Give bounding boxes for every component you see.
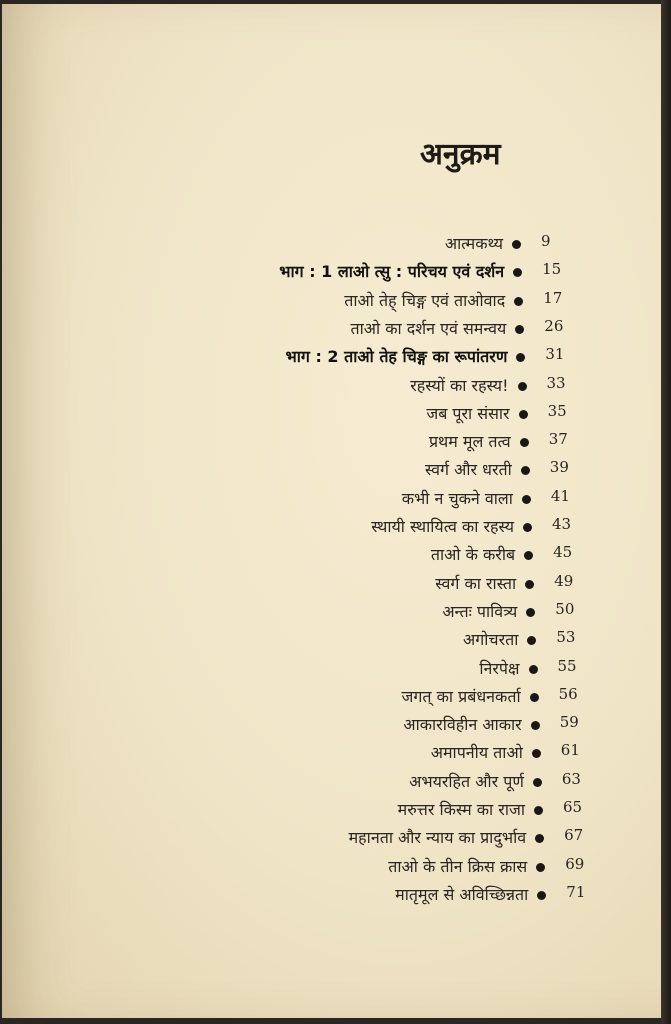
toc-entry-page-number: 65 bbox=[563, 798, 583, 816]
toc-entry bbox=[0, 883, 671, 909]
bullet-icon bbox=[515, 325, 524, 334]
bullet-icon bbox=[536, 863, 545, 872]
toc-entry bbox=[0, 826, 671, 852]
toc-entry-page-number: 9 bbox=[541, 232, 551, 250]
toc-entry-page-number: 31 bbox=[545, 345, 565, 364]
toc-entry-label: आत्मकथ्य bbox=[444, 234, 503, 253]
bullet-icon bbox=[533, 778, 542, 787]
toc-entry-page-number: 39 bbox=[549, 458, 569, 477]
toc-entry-page-number: 61 bbox=[560, 741, 580, 760]
toc-entry-page-number: 56 bbox=[558, 684, 578, 703]
toc-entry-label: स्वर्ग और धरती bbox=[424, 460, 512, 480]
toc-entry bbox=[0, 628, 671, 654]
toc-entry-page-number: 69 bbox=[565, 854, 585, 873]
toc-entry bbox=[0, 600, 671, 626]
bullet-icon bbox=[529, 665, 538, 674]
toc-entry-label: भाग : 2 ताओ तेह चिङ्ग का रूपांतरण bbox=[285, 347, 508, 367]
toc-entry-label: प्रथम मूल तत्व bbox=[428, 432, 511, 452]
toc-entry-label: भाग : 1 लाओ त्सु : परिचय एवं दर्शन bbox=[279, 262, 505, 282]
toc-entry bbox=[0, 515, 671, 541]
bullet-icon bbox=[521, 466, 530, 475]
toc-entry bbox=[0, 855, 671, 881]
toc-entry-page-number: 59 bbox=[559, 713, 579, 732]
toc-entry-page-number: 55 bbox=[557, 656, 577, 675]
toc-entry bbox=[0, 543, 671, 569]
toc-entry-label: मरुत्तर किस्म का राजा bbox=[397, 800, 525, 819]
toc-entry-page-number: 26 bbox=[544, 316, 564, 335]
bullet-icon bbox=[516, 353, 525, 362]
toc-entry-label: कभी न चुकने वाला bbox=[401, 488, 513, 508]
toc-entry-page-number: 33 bbox=[546, 373, 566, 392]
toc-entry-label: अमापनीय ताओ bbox=[430, 743, 523, 763]
toc-entry-label: अभयरहित और पूर्ण bbox=[409, 771, 524, 791]
toc-entry-page-number: 35 bbox=[547, 401, 567, 420]
toc-entry-label: अगोचरता bbox=[463, 630, 519, 650]
bullet-icon bbox=[530, 693, 539, 702]
bullet-icon bbox=[531, 721, 540, 730]
bullet-icon bbox=[524, 551, 533, 560]
toc-entry-page-number: 50 bbox=[555, 599, 575, 618]
toc-entry-label: महानता और न्याय का प्रादुर्भाव bbox=[348, 828, 527, 848]
toc-entry-label: ताओ का दर्शन एवं समन्वय bbox=[350, 318, 507, 338]
toc-entry bbox=[0, 572, 671, 598]
bullet-icon bbox=[518, 382, 527, 391]
toc-entry-page-number: 37 bbox=[548, 430, 568, 449]
toc-entry-page-number: 41 bbox=[550, 486, 570, 505]
toc-entry-page-number: 17 bbox=[543, 288, 563, 307]
toc-entry bbox=[0, 741, 671, 767]
bullet-icon bbox=[512, 240, 521, 249]
toc-entry-label: ताओ के तीन क्रिस क्रास bbox=[388, 856, 528, 876]
bullet-icon bbox=[526, 608, 535, 617]
bullet-icon bbox=[527, 636, 536, 645]
toc-entry-label: आकारविहीन आकार bbox=[403, 715, 522, 735]
bullet-icon bbox=[534, 806, 543, 815]
toc-entry-page-number: 71 bbox=[566, 882, 586, 901]
toc-entry bbox=[0, 374, 671, 400]
toc-entry-page-number: 43 bbox=[552, 515, 572, 533]
page-title: अनुक्रम bbox=[420, 137, 501, 172]
bullet-icon bbox=[523, 523, 532, 532]
toc-entry-page-number: 67 bbox=[564, 826, 584, 845]
toc-entry-label: स्वर्ग का रास्ता bbox=[435, 573, 517, 593]
toc-entry bbox=[0, 798, 671, 824]
toc-entry bbox=[0, 317, 671, 343]
bullet-icon bbox=[537, 891, 546, 900]
toc-entry bbox=[0, 345, 671, 371]
toc-entry bbox=[0, 770, 671, 796]
toc-entry bbox=[0, 487, 671, 513]
bullet-icon bbox=[525, 580, 534, 589]
toc-entry bbox=[0, 458, 671, 484]
toc-entry-label: रहस्यों का रहस्य! bbox=[410, 375, 509, 395]
bullet-icon bbox=[522, 495, 531, 504]
bullet-icon bbox=[535, 834, 544, 843]
toc-entry-label: जगत् का प्रबंधनकर्ता bbox=[401, 686, 521, 706]
toc-entry-page-number: 45 bbox=[553, 543, 573, 562]
toc-entry-page-number: 53 bbox=[556, 628, 576, 647]
toc-entry-label: ताओ तेह् चिङ्ग एवं ताओवाद bbox=[344, 290, 506, 310]
bullet-icon bbox=[513, 268, 522, 277]
toc-entry-label: निरपेक्ष bbox=[479, 658, 520, 678]
toc-entry bbox=[0, 289, 671, 315]
bullet-icon bbox=[519, 410, 528, 419]
toc-entry bbox=[0, 402, 671, 428]
toc-entry-label: मातृमूल से अविच्छिन्नता bbox=[395, 884, 529, 904]
toc-entry bbox=[0, 232, 671, 258]
toc-entry bbox=[0, 713, 671, 739]
toc-entry-label: स्थायी स्थायित्व का रहस्य bbox=[371, 517, 514, 536]
toc-entry-page-number: 15 bbox=[542, 260, 562, 279]
toc-entry bbox=[0, 260, 671, 286]
toc-entry bbox=[0, 685, 671, 711]
bullet-icon bbox=[532, 749, 541, 758]
toc-entry-label: अन्तः पावित्र्य bbox=[442, 601, 518, 621]
toc-entry-label: जब पूरा संसार bbox=[426, 403, 510, 423]
bullet-icon bbox=[514, 297, 523, 306]
toc-entry bbox=[0, 430, 671, 456]
toc-entry bbox=[0, 657, 671, 683]
toc-entry-page-number: 63 bbox=[561, 769, 581, 788]
bullet-icon bbox=[520, 438, 529, 447]
toc-entry-page-number: 49 bbox=[554, 571, 574, 590]
toc-entry-label: ताओ के करीब bbox=[430, 545, 516, 565]
